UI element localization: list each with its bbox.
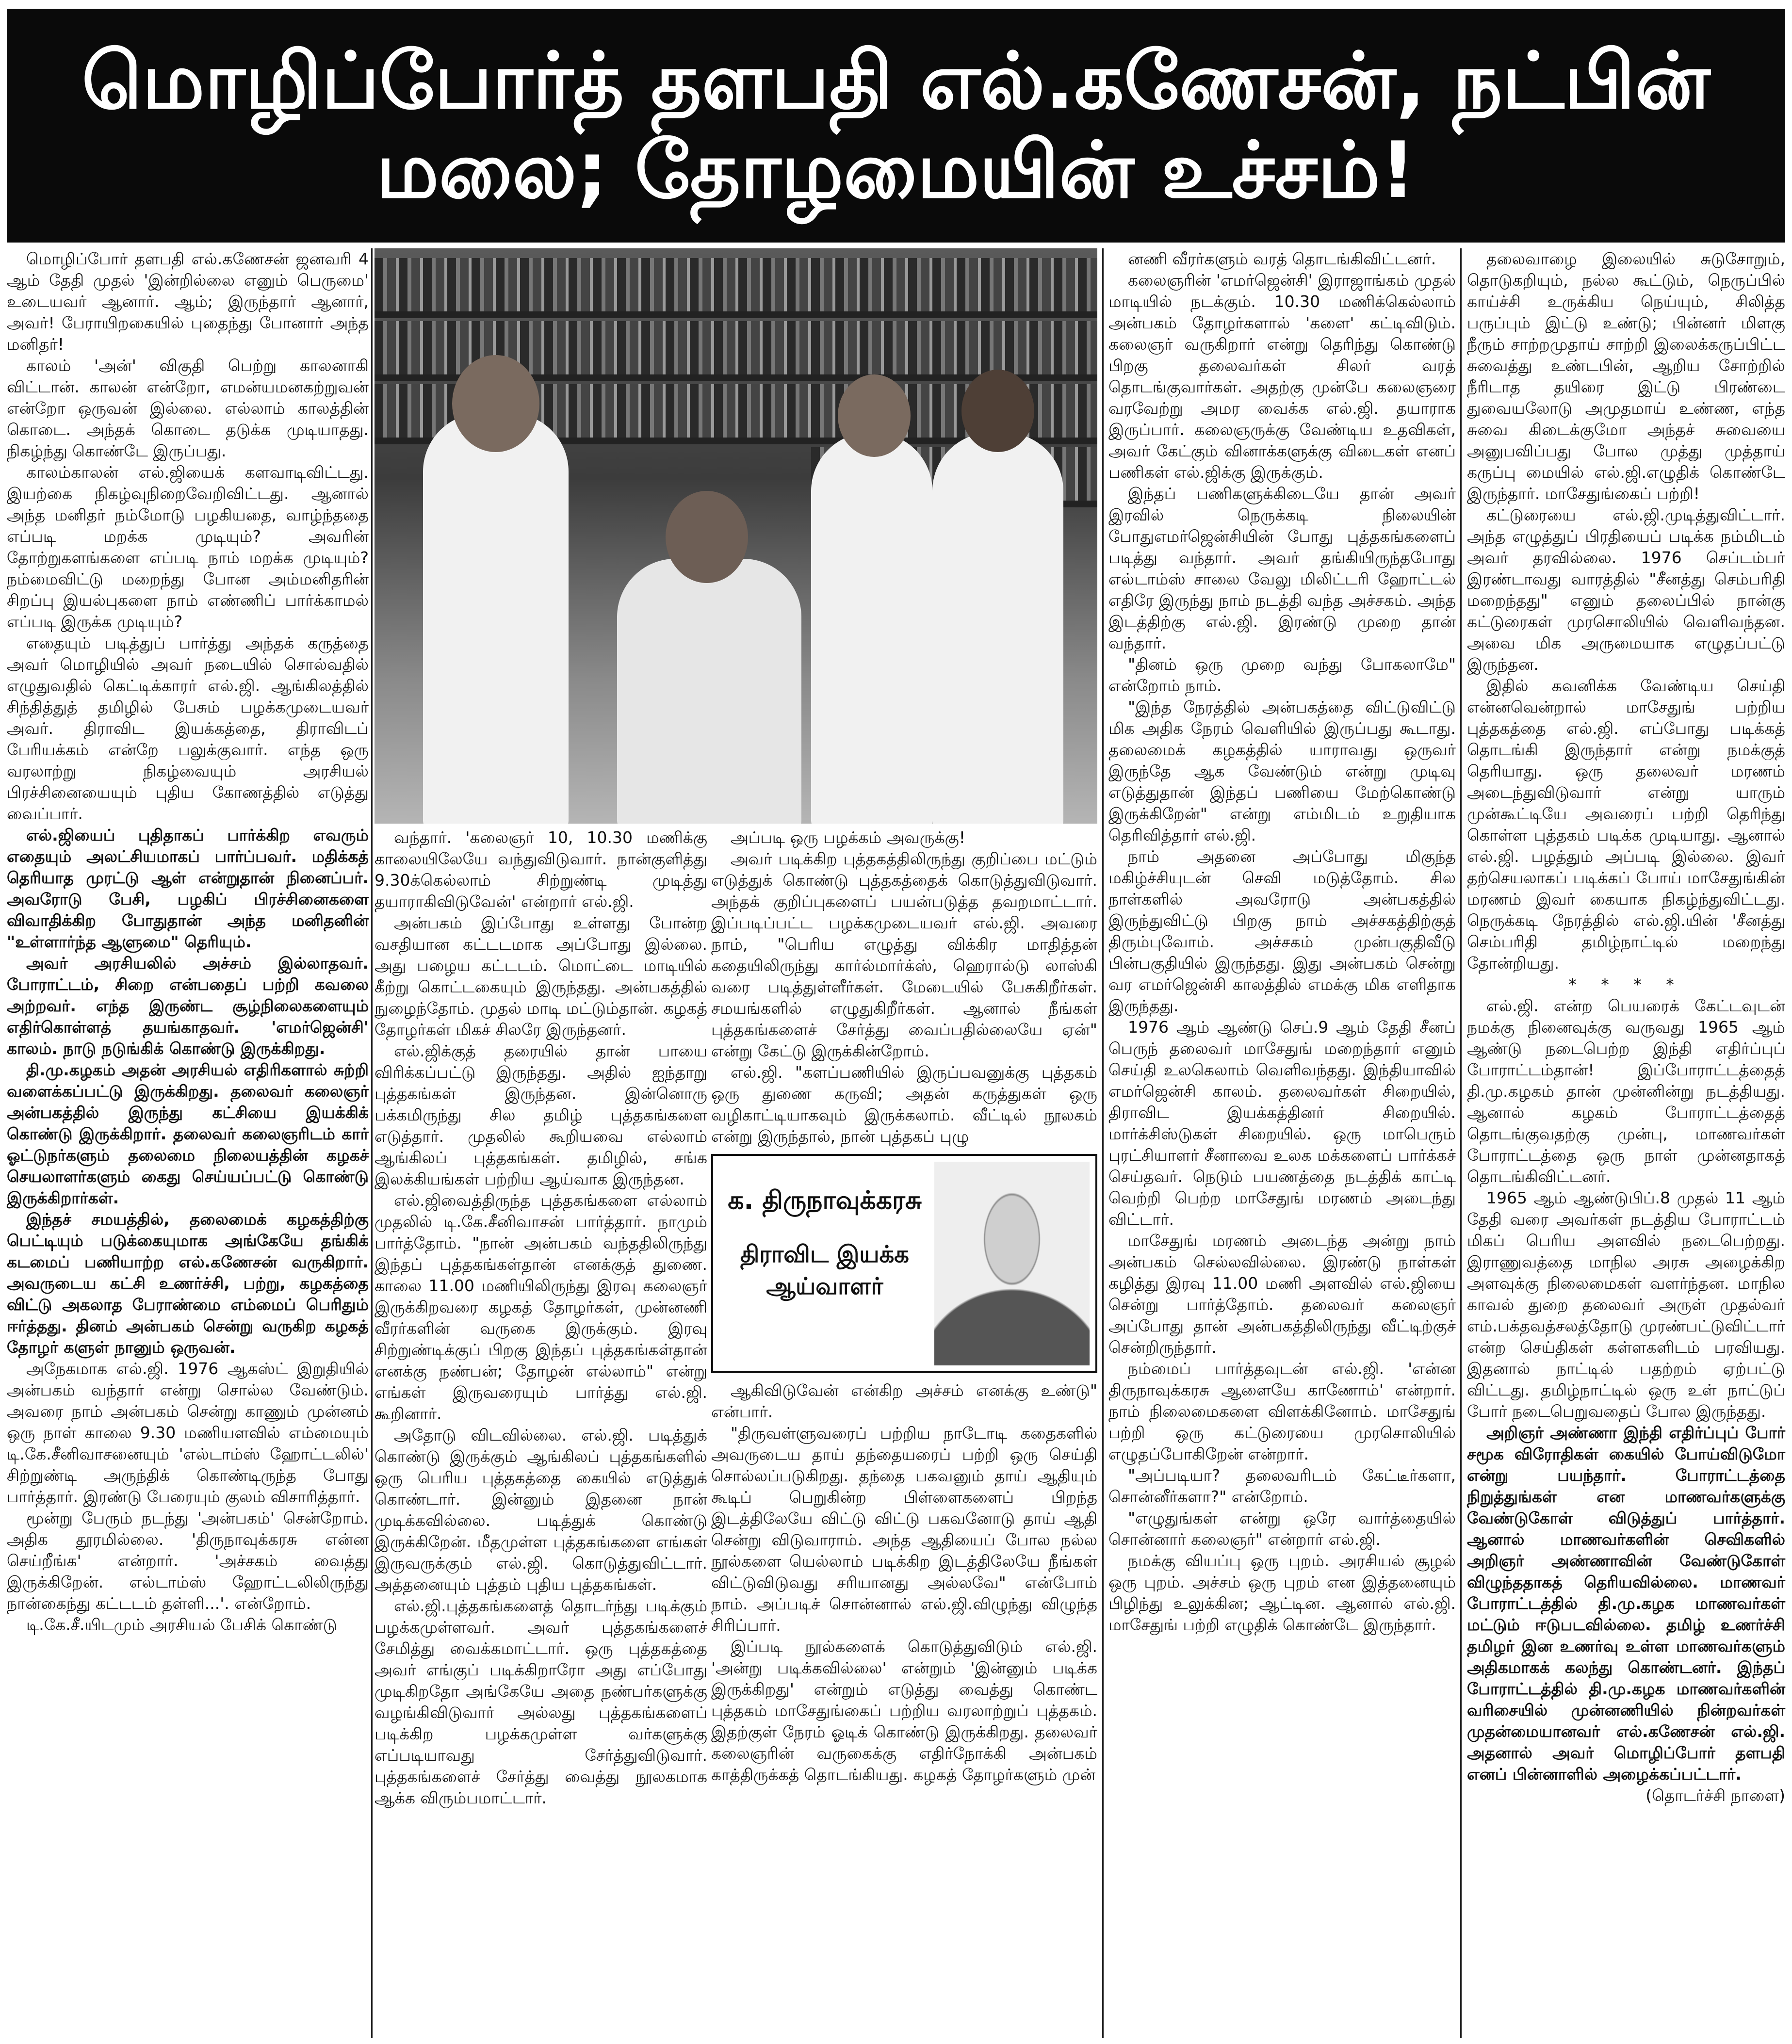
article-paragraph: நமக்கு வியப்பு ஒரு புறம். அரசியல் சூழல் ஒரு புறம். அச்சம் ஒரு புறம் என இத்தனையும் பிழிந்து உலுக்கின; ஆட்டின. ஆனால் எல்.ஜி. மாசேதுங் பற்றி எழுதிக் கொண்டே இருந்தார். xyxy=(1108,1551,1456,1634)
article-paragraph: "தினம் ஒரு முறை வந்து போகலாமே" என்றோம் நாம். xyxy=(1108,655,1456,695)
article-paragraph: இந்தப் பணிகளுக்கிடையே தான் அவர் இரவில் நெருக்கடி நிலையின் போதுஎமர்ஜென்சியின் போது புத்தகங்களைப் படித்து வந்தார். அவர் தங்கியிருந்தபோது எல்டாம்ஸ் சாலை வேலு மிலிட்டரி ஹோட்டல் எதிரே இருந்து நாம் நடத்தி வந்த அச்சகம். அந்த இடத்திற்கு எல்.ஜி. இரண்டு முறை தான் வந்தார். xyxy=(1108,484,1456,652)
article-photo xyxy=(375,248,1097,824)
article-paragraph: காலம் 'அன்' விகுதி பெற்று காலனாகி விட்டான். காலன் என்றோ, எமன்யமனகற்றுவன் என்றோ ஒருவன் இல்லை. எல்லாம் காலத்தின் கொடை. அந்தக் கொடை தடுக்க முடியாதது. நிகழ்ந்து கொண்டே இருப்பது. xyxy=(7,356,369,460)
article-column-3-bottom xyxy=(711,1380,1097,1785)
article-column-1 xyxy=(7,248,369,1636)
article-paragraph: னணி வீரர்களும் வரத் தொடங்கிவிட்டனர். xyxy=(1128,249,1436,268)
author-box xyxy=(711,1154,1097,1373)
article-paragraph: 1976 ஆம் ஆண்டு செப்.9 ஆம் தேதி சீனப் பெருந் தலைவர் மாசேதுங் மறைந்தார் எனும் செய்தி உலகெலாம் வெளிவந்தது. இந்தியாவில் எமர்ஜென்சி காலம். தலைவர்கள் சிறையில், திராவிட இயக்கத்தினர் சிறையில். மார்க்சிஸ்டுகள் சிறையில். ஒரு மாபெரும் புரட்சியாளர் சீனாவை உலக மக்களைப் பார்க்கச் செய்தவர். நெடும் பயணத்தை நடத்திக் காட்டி வெற்றி பெற்ற மாசேதுங் மரணம் அடைந்து விட்டார். xyxy=(1108,1018,1456,1229)
article-paragraph: எல்.ஜிவைத்திருந்த புத்தகங்களை எல்லாம் முதலில் டி.கே.சீனிவாசன் பார்த்தார். நாமும் பார்த்தோம். "நான் அன்பகம் வந்ததிலிருந்து இந்தப் புத்தகங்கள்தான் எனக்குத் துணை. காலை 11.00 மணியிலிருந்து இரவு கலைஞர் இருக்கிறவரை கழகத் தோழர்கள், முன்னணி வீரர்களின் வருகை இருக்கும். இரவு சிற்றுண்டிக்குப் பிறகு இந்தப் புத்தகங்கள்தான் எனக்கு நண்பன்; தோழன் எல்லாம்" என்று எங்கள் இருவரையும் பார்த்து எல்.ஜி. கூறினார். xyxy=(375,1191,707,1423)
article-paragraph: எல்.ஜிக்குத் தரையில் தான் பாயை விரிக்கப்பட்டு இருந்தது. அதில் ஐந்தாறு புத்தகங்கள் இருந்தன. இன்னொரு பக்கமிருந்து சில தமிழ் புத்தகங்களை எடுத்தார். முதலில் கூறியவை எல்லாம் ஆங்கிலப் புத்தகங்கள். தமிழில், சங்க இலக்கியங்கள் பற்றிய ஆய்வாக இருந்தன. xyxy=(375,1041,707,1188)
article-paragraph: அவர் படிக்கிற புத்தகத்திலிருந்து குறிப்பை மட்டும் எடுத்துக் கொண்டு புத்தகத்தைக் கொடுத்துவிடுவார். அந்தக் குறிப்புகளைப் பயன்படுத்த தவறமாட்டார். இப்படிப்பட்ட பழக்கமுடையவர் எல்.ஜி. அவரை நாம், "பெரிய எழுத்து விக்கிர மாதித்தன் கதையிலிருந்து கார்ல்மார்க்ஸ், ஹெரால்டு லாஸ்கி வரை படித்துள்ளீர்கள். மேடையில் பேசுகிறீர்கள். சமயங்களில் எழுதுகிறீர்கள். ஆனால் நீங்கள் புத்தகங்களைச் சேர்த்து வைப்பதில்லையே ஏன்" என்று கேட்டு இருக்கின்றோம். xyxy=(711,849,1097,1060)
article-paragraph: மொழிப்போர் தளபதி எல்.கணேசன் ஜனவரி 4 ஆம் தேதி முதல் 'இன்றில்லை எனும் பெருமை' உடையவர் ஆனார். ஆம்; இருந்தார் ஆனார், அவர்! பேராயிறகையில் புதைந்து போனார் அந்த மனிதர்! xyxy=(7,249,369,354)
article-paragraph: "இந்த நேரத்தில் அன்பகத்தை விட்டுவிட்டு மிக அதிக நேரம் வெளியில் இருப்பது கூடாது. தலைமைக் கழகத்தில் யாராவது ஒருவர் இருந்தே ஆக வேண்டும் என்று முடிவு எடுத்துதான் இந்தப் பணியை மேற்கொண்டு இருக்கிறேன்" என்று எம்மிடம் உறுதியாக தெரிவித்தார் எல்.ஜி. xyxy=(1108,698,1456,844)
column-divider xyxy=(1460,248,1462,2038)
article-paragraph: மாசேதுங் மரணம் அடைந்த அன்று நாம் அன்பகம் செல்லவில்லை. இரண்டு நாள்கள் கழித்து இரவு 11.00 மணி அளவில் எல்.ஜியை சென்று பார்த்தோம். தலைவர் கலைஞர் அப்போது தான் அன்பகத்திலிருந்து வீட்டிற்குச் சென்றிருந்தார். xyxy=(1108,1231,1456,1357)
article-paragraph: இதில் கவனிக்க வேண்டிய செய்தி என்னவென்றால் மாசேதுங் பற்றிய புத்தகத்தை எல்.ஜி. எப்போது படிக்கத் தொடங்கி இருந்தார் என்று நமக்குத் தெரியாது. ஒரு தலைவர் மரணம் அடைந்துவிடுவார் என்று யாரும் முன்கூட்டியே அவரைப் பற்றி தெரிந்து கொள்ள புத்தகம் படிக்க முடியாது. ஆனால் எல்.ஜி. பழத்தும் அப்படி இல்லை. இவர் தற்செயலாகப் படிக்கப் போய் மாசேதுங்கின் மரணம் இவர் கையாக நிகழ்ந்துவிட்டது. நெருக்கடி நேரத்தில் எல்.ஜி.யின் 'சீனத்து செம்பரிதி தமிழ்நாட்டில் மறைந்து தோன்றியது. xyxy=(1467,676,1785,973)
article-paragraph: அதோடு விடவில்லை. எல்.ஜி. படித்துக் கொண்டு இருக்கும் ஆங்கிலப் புத்தகங்களில் ஒரு பெரிய புத்தகத்தை கையில் எடுத்துக் கொண்டார். இன்னும் இதனை நான் முடிக்கவில்லை. படித்துக் கொண்டு இருக்கிறேன். மீதமுள்ள புத்தகங்களை எங்கள் இருவருக்கும் எல்.ஜி. கொடுத்துவிட்டார். அத்தனையும் புத்தம் புதிய புத்தகங்கள். xyxy=(375,1426,707,1594)
article-paragraph: நாம் அதனை அப்போது மிகுந்த மகிழ்ச்சியுடன் செவி மடுத்தோம். சில நாள்களில் அவரோடு அன்பகத்தில் இருந்துவிட்டு பிறகு நாம் அச்சகத்திற்குத் திரும்புவோம். அச்சகம் முன்பகுதிவீடு பின்பகுதியில் இருந்தது. இது அன்பகம் சென்று வர எமர்ஜென்சி காலத்தில் எமக்கு மிக எளிதாக இருந்தது. xyxy=(1108,847,1456,1015)
headline: மொழிப்போர்த் தளபதி எல்.கணேசன், நட்பின் மலை; தோழமையின் உச்சம்! xyxy=(81,35,1711,215)
article-paragraph: அவர் அரசியலில் அச்சம் இல்லாதவர். போராட்டம், சிறை என்பதைப் பற்றி கவலை அற்றவர். எந்த இருண்ட சூழ்நிலைகளையும் எதிர்கொள்ளத் தயங்காதவர். 'எமர்ஜென்சி' காலம். நாடு நடுங்கிக் கொண்டு இருக்கிறது. xyxy=(7,954,369,1058)
article-column-2 xyxy=(375,827,707,1809)
article-paragraph: 1965 ஆம் ஆண்டுபிப்.8 முதல் 11 ஆம் தேதி வரை அவர்கள் நடத்திய போராட்டம் மிகப் பெரிய அளவில் நடைபெற்றது. இராணுவத்தை மாநில அரசு அழைக்கிற அளவுக்கு நிலைமைகள் வளர்ந்தன. மாநில காவல் துறை தலைவர் அருள் முதல்வர் எம்.பக்தவத்சலத்தோடு முரண்பட்டுவிட்டார் என்ற செய்திகள் கள்ளகளிடம் பரவியது. இதனால் நாட்டில் பதற்றம் ஏற்பட்டு விட்டது. தமிழ்நாட்டில் ஒரு உள் நாட்டுப் போர் நடைபெறுவதைப் போல இருந்தது. xyxy=(1467,1188,1785,1421)
article-paragraph: தி.மு.கழகம் அதன் அரசியல் எதிரிகளால் சுற்றி வளைக்கப்பட்டு இருக்கிறது. தலைவர் கலைஞர் அன்பகத்தில் இருந்து கட்சியை இயக்கிக் கொண்டு இருக்கிறார். தலைவர் கலைஞரிடம் கார் ஓட்டுநர்களும் தலைமை நிலையத்தின் கழகச் செயலாளர்களும் கைது செய்யப்பட்டு கொண்டு இருக்கிறார்கள். xyxy=(7,1060,369,1207)
article-paragraph: வந்தார். 'கலைஞர் 10, 10.30 மணிக்கு காலையிலேயே வந்துவிடுவார். நான்குளித்து 9.30க்கெல்லாம் சிற்றுண்டி முடித்து தயாராகிவிடுவேன்' என்றார் எல்.ஜி. xyxy=(375,828,707,911)
article-paragraph: மூன்று பேரும் நடந்து 'அன்பகம்' சென்றோம். அதிக தூரமில்லை. 'திருநாவுக்கரசு என்ன செய்றீங்க' என்றார். 'அச்சகம் வைத்து இருக்கிறேன். எல்டாம்ஸ் ஹோட்டலிலிருந்து நான்கைந்து கட்டடம் தள்ளி...'. என்றோம். xyxy=(7,1509,369,1613)
article-paragraph: இந்தச் சமயத்தில், தலைமைக் கழகத்திற்கு பெட்டியும் படுக்கையுமாக அங்கேயே தங்கிக் கடமைப் பணியாற்ற எல்.கணேசன் வருகிறார். அவருடைய கட்சி உணர்ச்சி, பற்று, கழகத்தை விட்டு அகலாத பேராண்மை எம்மைப் பெரிதும் ஈர்த்தது. தினம் அன்பகம் சென்று வருகிற கழகத் தோழர் களுள் நானும் ஒருவன். xyxy=(7,1210,369,1357)
article-paragraph: * * * * xyxy=(1568,975,1684,994)
article-paragraph: ஆகிவிடுவேன் என்கிற அச்சம் எனக்கு உண்டு" என்பார். xyxy=(711,1381,1097,1421)
column-divider xyxy=(371,248,373,2038)
article-paragraph: அப்படி ஒரு பழக்கம் அவருக்கு! xyxy=(731,828,965,847)
column-divider xyxy=(1102,248,1104,2038)
article-paragraph: கலைஞரின் 'எமர்ஜென்சி' இராஜாங்கம் முதல் மாடியில் நடக்கும். 10.30 மணிக்கெல்லாம் அன்பகம் தோழர்களால் 'களை' கட்டிவிடும். கலைஞர் வருகிறார் என்று தெரிந்து கொண்டு பிறகு தலைவர்கள் சிலர் வரத் தொடங்குவார்கள். அதற்கு முன்பே கலைஞரை வரவேற்று அமர வைக்க எல்.ஜி. தயாராக இருப்பார். கலைஞருக்கு வேண்டிய உதவிகள், அவர் கேட்கும் வினாக்களுக்கு விடைகள் எனப் பணிகள் எல்.ஜிக்கு இருக்கும். xyxy=(1108,271,1456,482)
article-paragraph: தலைவாழை இலையில் சுடுசோறும், தொடுகறியும், நல்ல கூட்டும், நெருப்பில் காய்ச்சி உருக்கிய நெய்யும், சிலித்த பருப்பும் இட்டு உண்டு; பின்னர் மிளகு நீரும் சாற்றமுதாய் சாற்றி இலைக்கருப்பிட்ட சுவைத்து உண்டபின், ஆறிய சோற்றில் நீரிடாத தயிரை இட்டு பிரண்டை துவையலோடு அமுதமாய் உண்ண, எந்த சுவை கிடைக்குமோ அந்தச் சுவையை அனுபவிப்பது போல முத்து முத்தாய் கருப்பு மையில் எல்.ஜி.எழுதிக் கொண்டே இருந்தார். மாசேதுங்கைப் பற்றி! xyxy=(1467,249,1785,503)
article-paragraph: அன்பகம் இப்போது உள்ளது போன்ற வசதியான கட்டடமாக அப்போது இல்லை. அது பழைய கட்டடம். மொட்டை மாடியில் கீற்று கொட்டகையும் இருந்தது. அன்பகத்தில் நுழைந்தோம். முதல் மாடி மட்டும்தான். கழகத் தோழர்கள் மிகச் சிலரே இருந்தனர். xyxy=(375,913,707,1039)
article-paragraph: எல்.ஜியைப் புதிதாகப் பார்க்கிற எவரும் எதையும் அலட்சியமாகப் பார்ப்பவர். மதிக்கத் தெரியாத முரட்டு ஆள் என்றுதான் நினைப்பர். அவரோடு பேசி, பழகிப் பிரச்சினைகளை விவாதிக்கிற போதுதான் அந்த மனிதனின் "உள்ளார்ந்த ஆளுமை" தெரியும். xyxy=(7,826,369,951)
author-role: திராவிட இயக்க ஆய்வாளர் xyxy=(740,1241,909,1300)
headline-banner xyxy=(7,9,1785,243)
article-paragraph: டி.கே.சீ.யிடமும் அரசியல் பேசிக் கொண்டு xyxy=(26,1615,338,1634)
article-paragraph: எல்.ஜி.புத்தகங்களைத் தொடர்ந்து படிக்கும் பழக்கமுள்ளவர். அவர் புத்தகங்களைச் சேமித்து வைக்கமாட்டார். ஒரு புத்தகத்தை அவர் எங்குப் படிக்கிறாரோ அது எப்போது முடிகிறதோ அங்கேயே அதை நண்பர்களுக்கு வழங்கிவிடுவார் அல்லது புத்தகங்களைப் படிக்கிற பழக்கமுள்ள வர்களுக்கு எப்படியாவது சேர்த்துவிடுவார். புத்தகங்களைச் சேர்த்து வைத்து நூலகமாக ஆக்க விரும்பமாட்டார். xyxy=(375,1596,707,1807)
author-photo xyxy=(934,1162,1090,1365)
article-paragraph: அநேகமாக எல்.ஜி. 1976 ஆகஸ்ட் இறுதியில் அன்பகம் வந்தார் என்று சொல்ல வேண்டும். அவரை நாம் அன்பகம் சென்று காணும் முன்னம் ஒரு நாள் காலை 9.30 மணியளவில் எம்மையும் டி.கே.சீனிவாசனையும் 'எல்டாம்ஸ் ஹோட்டலில்' சிற்றுண்டி அருந்திக் கொண்டிருந்த போது பார்த்தார். இரண்டு பேரையும் குலம் விசாரித்தார். xyxy=(7,1359,369,1506)
article-column-5 xyxy=(1467,248,1785,1806)
article-paragraph: எதையும் படித்துப் பார்த்து அந்தக் கருத்தை அவர் மொழியில் அவர் நடையில் சொல்வதில் எழுதுவதில் கெட்டிக்காரர் எல்.ஜி. ஆங்கிலத்தில் சிந்தித்துத் தமிழில் பேசும் பழக்கமுடையவர் அவர். திராவிட இயக்கத்தை, திராவிடப் பேரியக்கம் என்றே பலுக்குவார். எந்த ஒரு வரலாற்று நிகழ்வையும் அரசியல் பிரச்சினையையும் புதிய கோணத்தில் எடுத்து வைப்பார். xyxy=(7,633,369,823)
author-name: க. திருநாவுக்கரசு xyxy=(728,1186,922,1215)
article-paragraph: "எழுதுங்கள் என்று ஒரே வார்த்தையில் சொன்னார் கலைஞர்" என்றார் எல்.ஜி. xyxy=(1108,1509,1456,1549)
article-paragraph: எல்.ஜி. என்ற பெயரைக் கேட்டவுடன் நமக்கு நினைவுக்கு வருவது 1965 ஆம் ஆண்டு நடைபெற்ற இந்தி எதிர்ப்புப் போராட்டம்தான்! இப்போராட்டத்தைத் தி.மு.கழகம் தான் முன்னின்று நடத்தியது. ஆனால் கழகம் போராட்டத்தைத் தொடங்குவதற்கு முன்பு, மாணவர்கள் போராட்டத்தை ஒரு நாள் முன்னதாகத் தொடங்கிவிட்டனர். xyxy=(1467,996,1785,1186)
article-paragraph: (தொடர்ச்சி நாளை) xyxy=(1645,1786,1785,1805)
article-paragraph: அறிஞர் அண்ணா இந்தி எதிர்ப்புப் போர் சமூக விரோதிகள் கையில் போய்விடுமோ என்று பயந்தார். போராட்டத்தை நிறுத்துங்கள் என மாணவர்களுக்கு வேண்டுகோள் விடுத்துப் பார்த்தார். ஆனால் மாணவர்களின் செவிகளில் அறிஞர் அண்ணாவின் வேண்டுகோள் விழுந்ததாகத் தெரியவில்லை. மாணவர் போராட்டத்தில் தி.மு.கழக மாணவர்கள் மட்டும் ஈடுபடவில்லை. தமிழ் உணர்ச்சி தமிழர் இன உணர்வு உள்ள மாணவர்களும் அதிகமாகக் கலந்து கொண்டனர். இந்தப் போராட்டத்தில் தி.மு.கழக மாணவர்களின் வரிசையில் முன்னணியில் நின்றவர்கள் முதன்மையானவர் எல்.கணேசன் எல்.ஜி. அதனால் அவர் மொழிப்போர் தளபதி எனப் பின்னாளில் அழைக்கப்பட்டார். xyxy=(1467,1423,1785,1784)
article-paragraph: "திருவள்ளுவரைப் பற்றிய நாடோடி கதைகளில் அவருடைய தாய் தந்தையரைப் பற்றி ஒரு செய்தி சொல்லப்படுகிறது. தந்தை பகவனும் தாய் ஆதியும் கூடிப் பெறுகின்ற பிள்ளைகளைப் பிறந்த இடத்திலேயே விட்டு விட்டு பகவனோடு தாய் ஆதி சென்று விடுவாராம். அந்த ஆதியைப் போல நல்ல நூல்களை யெல்லாம் படிக்கிற இடத்திலேயே நீங்கள் விட்டுவிடுவது சரியானது அல்லவே" என்போம் நாம். அப்படிச் சொன்னால் எல்.ஜி.விழுந்து விழுந்த சிரிப்பார். xyxy=(711,1424,1097,1635)
article-paragraph: எல்.ஜி. "களப்பணியில் இருப்பவனுக்கு புத்தகம் ஒரு துணை கருவி; அதன் கருத்துகள் ஒரு வழிகாட்டியாகவும் இருக்கலாம். வீட்டில் நூலகம் என்று இருந்தால், நான் புத்தகப் புழு xyxy=(711,1063,1097,1146)
article-paragraph: "அப்படியா? தலைவரிடம் கேட்டீர்களா, சொன்னீர்களா?" என்றோம். xyxy=(1108,1466,1456,1506)
article-paragraph: கட்டுரையை எல்.ஜி.முடித்துவிட்டார். அந்த எழுத்துப் பிரதியைப் படிக்க நம்மிடம் அவர் தரவில்லை. 1976 செப்டம்பர் இரண்டாவது வாரத்தில் "சீனத்து செம்பரிதி மறைந்தது" எனும் தலைப்பில் நான்கு கட்டுரைகள் முரசொலியில் வெளிவந்தன. அவை மிக அருமையாக எழுதப்பட்டு இருந்தன. xyxy=(1467,505,1785,674)
article-paragraph: நம்மைப் பார்த்தவுடன் எல்.ஜி. 'என்ன திருநாவுக்கரசு ஆளையே காணோம்' என்றார். நாம் நிலைமைகளை விளக்கினோம். மாசேதுங் பற்றி ஒரு கட்டுரையை முரசொலியில் எழுதப்போகிறேன் என்றார். xyxy=(1108,1359,1456,1463)
article-column-4 xyxy=(1108,248,1456,1636)
article-paragraph: காலம்காலன் எல்.ஜியைக் களவாடிவிட்டது. இயற்கை நிகழ்வுநிறைவேறிவிட்டது. ஆனால் அந்த மனிதர் நம்மோடு பழகியதை, வாழ்ந்ததை எப்படி மறக்க முடியும்? அவரின் தோற்றுகளங்களை எப்படி நாம் மறக்க முடியும்? நம்மைவிட்டு மறைந்து போன அம்மனிதரின் சிறப்பு இயல்புகளை நாம் எண்ணிப் பார்க்காமல் எப்படி இருக்க முடியும்? xyxy=(7,463,369,631)
article-column-3-top xyxy=(711,827,1097,1147)
article-paragraph: இப்படி நூல்களைக் கொடுத்துவிடும் எல்.ஜி. 'அன்று படிக்கவில்லை' என்றும் 'இன்னும் படிக்க இருக்கிறது' என்றும் எடுத்து வைத்து கொண்ட புத்தகம் மாசேதுங்கைப் பற்றிய வரலாற்றுப் புத்தகம். இதற்குள் நேரம் ஓடிக் கொண்டு இருக்கிறது. தலைவர் கலைஞரின் வருகைக்கு எதிர்நோக்கி அன்பகம் காத்திருக்கத் தொடங்கியது. கழகத் தோழர்களும் முன் xyxy=(711,1637,1097,1784)
article-column-3 xyxy=(711,827,1097,1785)
